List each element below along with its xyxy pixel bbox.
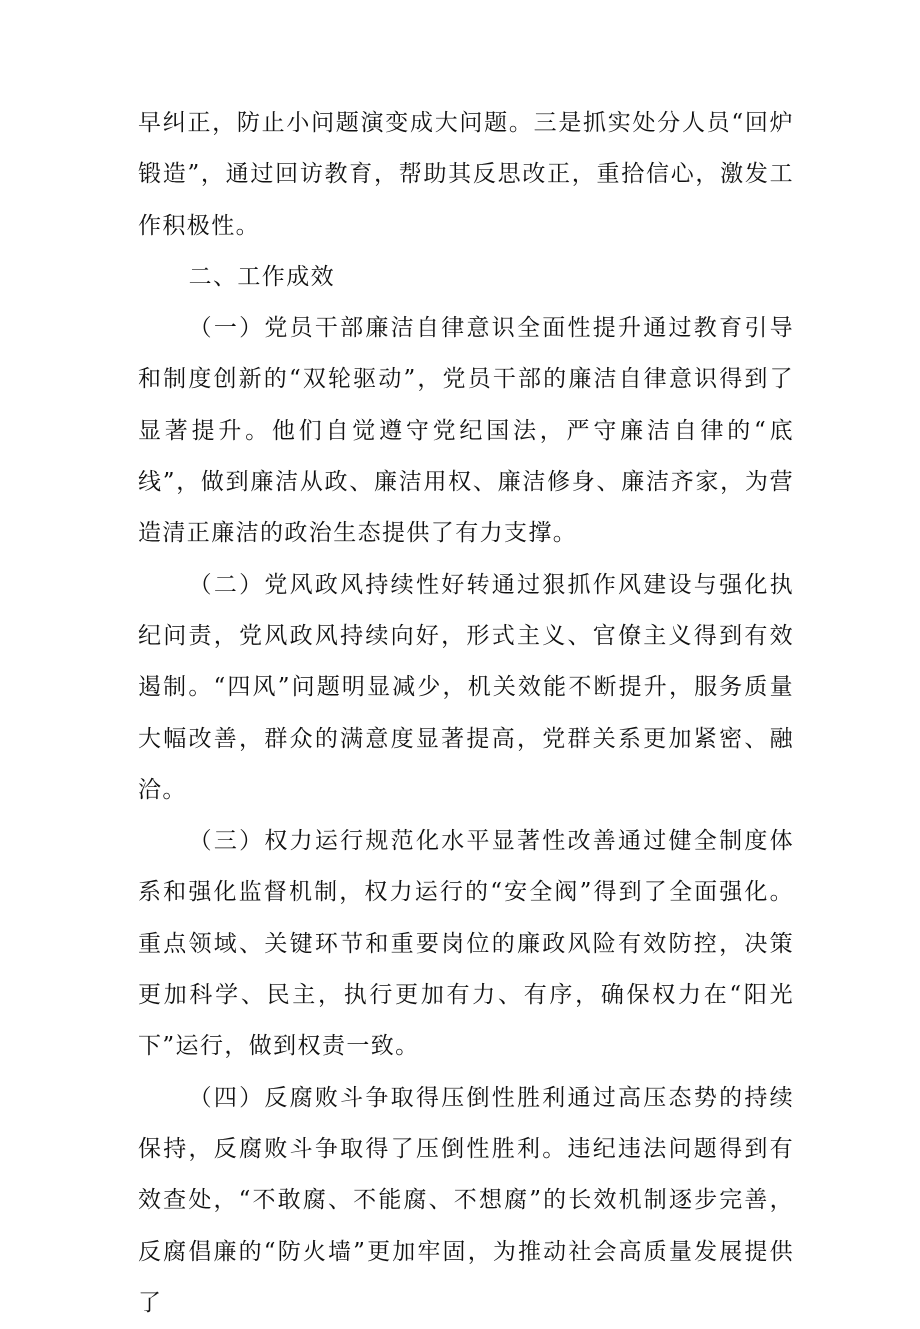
paragraph-item-1: （一）党员干部廉洁自律意识全面性提升通过教育引导和制度创新的“双轮驱动”，党员干部的廉洁自律意识得到了显著提升。他们自觉遵守党纪国法，严守廉洁自律的“底线”，做到廉洁从政、廉洁用权、廉洁修身、廉洁齐家，为营造清正廉洁的政治生态提供了有力支撑。 xyxy=(138,315,794,547)
paragraph-item-4: （四）反腐败斗争取得压倒性胜利通过高压态势的持续保持，反腐败斗争取得了压倒性胜利。违纪违法问题得到有效查处，“不敢腐、不能腐、不想腐”的长效机制逐步完善，反腐倡廉的“防火墙”更加牢固，为推动社会高质量发展提供了 xyxy=(138,1084,794,1316)
document-body xyxy=(138,98,794,1329)
paragraph-item-3: （三）权力运行规范化水平显著性改善通过健全制度体系和强化监督机制，权力运行的“安全阀”得到了全面强化。重点领域、关键环节和重要岗位的廉政风险有效防控，决策更加科学、民主，执行更加有力、有序，确保权力在“阳光下”运行，做到权责一致。 xyxy=(138,828,794,1060)
paragraph-continuation: 早纠正，防止小问题演变成大问题。三是抓实处分人员“回炉锻造”，通过回访教育，帮助其反思改正，重拾信心，激发工作积极性。 xyxy=(138,110,794,239)
section-heading: 二、工作成效 xyxy=(188,263,335,290)
paragraph-item-2: （二）党风政风持续性好转通过狠抓作风建设与强化执纪问责，党风政风持续向好，形式主义、官僚主义得到有效遏制。“四风”问题明显减少，机关效能不断提升，服务质量大幅改善，群众的满意度显著提高，党群关系更加紧密、融洽。 xyxy=(138,571,794,803)
